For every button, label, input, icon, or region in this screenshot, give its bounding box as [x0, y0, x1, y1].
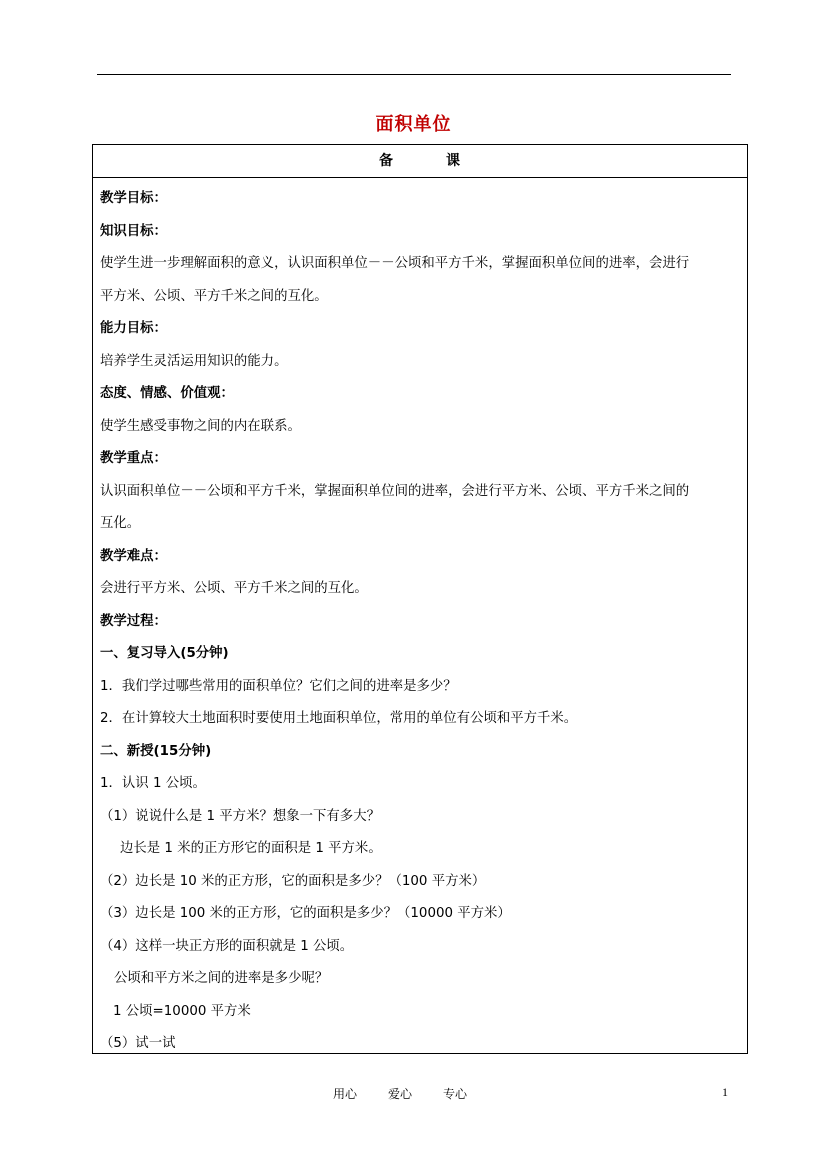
lesson-plan-table — [92, 144, 748, 1054]
text-line: 1 公顷=10000 平方米 — [113, 1003, 251, 1019]
section-heading: 教学过程： — [100, 613, 167, 629]
text-line: 1．我们学过哪些常用的面积单位？它们之间的进率是多少？ — [100, 678, 457, 694]
section-heading: 教学难点： — [100, 548, 167, 564]
text-line: （1）说说什么是 1 平方米？想象一下有多大？ — [100, 808, 380, 824]
text-line: 会进行平方米、公顷、平方千米之间的互化。 — [100, 581, 368, 596]
text-line: 公顷和平方米之间的进率是多少呢？ — [114, 971, 329, 986]
section-heading: 一、复习导入(5分钟) — [100, 646, 229, 661]
text-line: 培养学生灵活运用知识的能力。 — [100, 353, 288, 369]
text-line: 使学生进一步理解面积的意义，认识面积单位－－公顷和平方千米，掌握面积单位间的进率，会进行 — [100, 256, 690, 271]
text-line: （3）边长是 100 米的正方形，它的面积是多少？（10000 平方米） — [100, 906, 511, 921]
table-header-word-2: 课 — [446, 153, 461, 169]
page-number: 1 — [722, 1085, 728, 1099]
text-line: 1．认识 1 公顷。 — [100, 776, 206, 791]
text-line: （2）边长是 10 米的正方形，它的面积是多少？（100 平方米） — [100, 873, 486, 889]
text-line: 边长是 1 米的正方形它的面积是 1 平方米。 — [120, 841, 382, 856]
table-header — [93, 145, 747, 178]
section-heading: 教学目标： — [100, 191, 167, 206]
footer-word: 爱心 — [388, 1087, 413, 1101]
section-heading: 二、新授(15分钟) — [100, 743, 212, 759]
text-line: 互化。 — [100, 516, 141, 531]
footer-word: 用心 — [333, 1087, 358, 1101]
text-line: 2．在计算较大土地面积时要使用土地面积单位，常用的单位有公顷和平方千米。 — [100, 711, 578, 726]
table-header-word-1: 备 — [379, 153, 394, 169]
text-line: 认识面积单位－－公顷和平方千米，掌握面积单位间的进率，会进行平方米、公顷、平方千米之间的 — [100, 483, 690, 499]
footer-motto — [333, 1085, 498, 1102]
text-line: （4）这样一块正方形的面积就是 1 公顷。 — [100, 938, 354, 954]
document-title: 面积单位 — [375, 114, 452, 135]
section-heading: 知识目标： — [100, 223, 167, 239]
section-heading: 态度、情感、价值观： — [100, 386, 234, 401]
lesson-content — [93, 178, 747, 1061]
section-heading: 能力目标： — [100, 321, 167, 336]
section-heading: 教学重点： — [100, 451, 167, 466]
text-line: 平方米、公顷、平方千米之间的互化。 — [100, 288, 328, 304]
text-line: 使学生感受事物之间的内在联系。 — [100, 418, 301, 434]
footer-word: 专心 — [443, 1087, 468, 1101]
text-line: （5）试一试 — [100, 1036, 176, 1051]
header-rule — [97, 74, 731, 75]
